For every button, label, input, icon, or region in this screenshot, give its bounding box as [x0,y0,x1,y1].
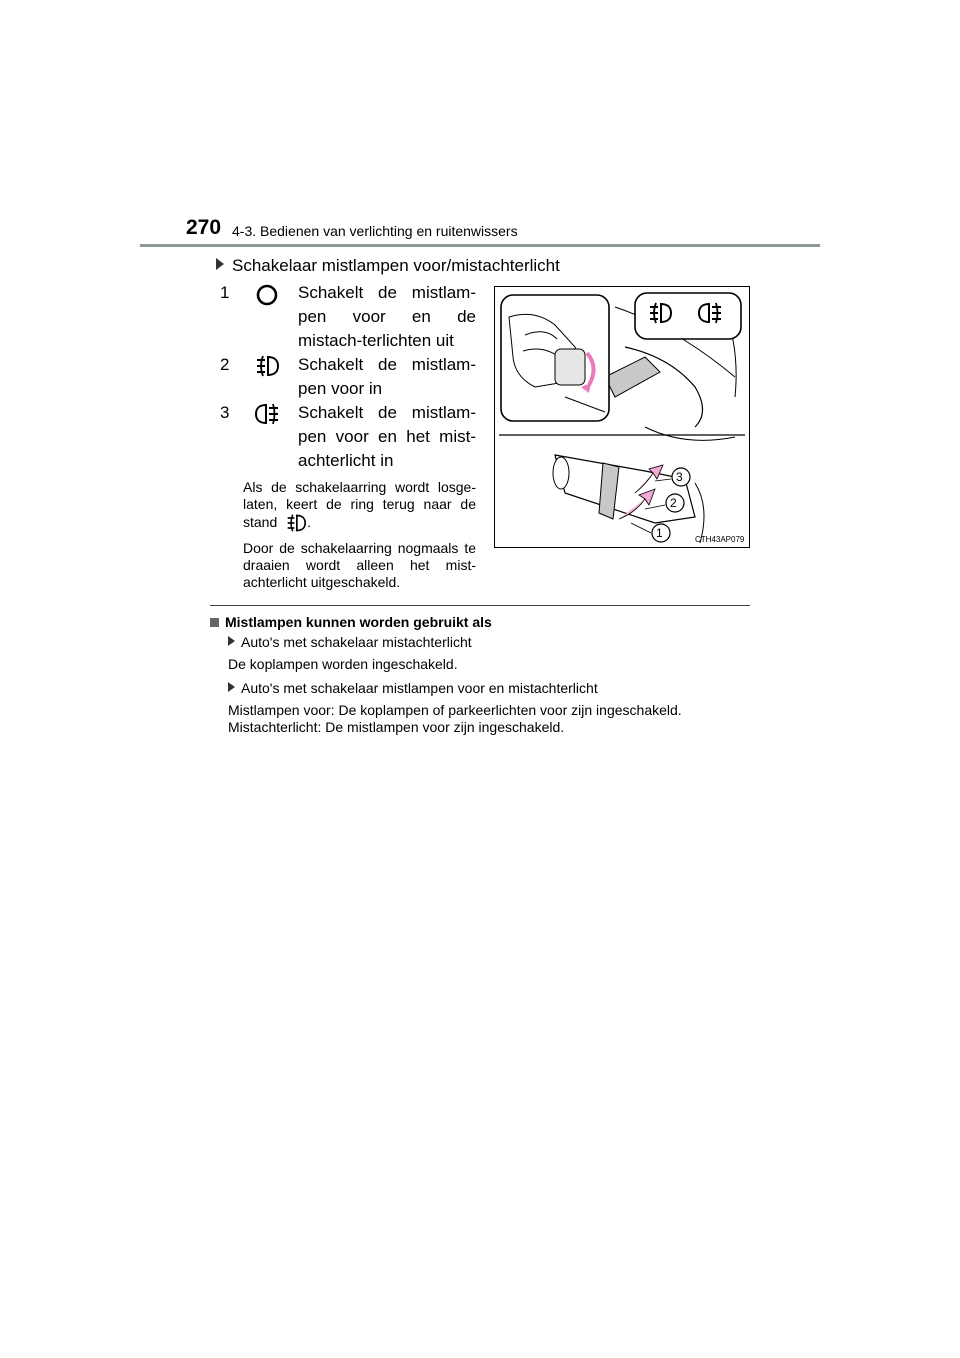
callout-2: 2 [670,496,677,510]
note-return-position [243,479,476,537]
triangle-bullet-icon [228,682,235,692]
info-heading-text: Mistlampen kunnen worden gebruikt als [225,614,492,630]
info-text-1: De koplampen worden ingeschakeld. [228,656,458,672]
info-sub-1-text: Auto's met schakelaar mistachterlicht [241,634,472,650]
chapter-title: 4-3. Bedienen van verlichting en ruitenwissers [232,223,518,239]
note-period: . [307,514,312,530]
info-text-2b: Mistachterlicht: De mistlampen voor zijn ingeschakeld. [228,719,565,735]
header-rule [140,244,820,247]
note-return-text: Als de schakelaarring wordt losge-laten, keert de ring terug naar de stand [243,479,476,530]
section-heading-text: Schakelaar mistlampen voor/mistachterlicht [232,256,560,275]
info-text-2a: Mistlampen voor: De koplampen of parkeerlichten voor zijn ingeschakeld. [228,702,682,718]
callout-1: 1 [656,526,663,540]
item-text-1: Schakelt de mistlam-pen voor en de mistach-terlichten uit [298,283,476,350]
section-heading [216,256,560,276]
info-sub-2 [228,680,598,697]
item-number-2: 2 [220,355,230,374]
info-sub-1 [228,634,472,651]
front-fog-icon-inline [285,513,307,537]
rear-fog-icon [254,402,282,431]
callout-3: 3 [676,470,683,484]
item-text-3: Schakelt de mistlam-pen voor en het mist-achterlicht in [298,403,476,470]
item-text-2: Schakelt de mistlam-pen voor in [298,355,476,398]
info-sub-2-text: Auto's met schakelaar mistlampen voor en mistachterlicht [241,680,598,696]
note-turn-again: Door de schakelaarring nogmaals te draaien wordt alleen het mist-achterlicht uitgeschakeld. [243,540,476,590]
item-number-1: 1 [220,283,230,302]
item-number-3: 3 [220,403,230,422]
fog-off-icon [255,284,279,311]
front-fog-icon [254,354,280,383]
page-number: 270 [186,216,222,239]
triangle-bullet-icon [216,258,224,270]
triangle-bullet-icon [228,636,235,646]
figure-caption: CTH43AP079 [695,535,745,544]
info-heading [210,614,492,631]
switch-illustration [494,286,750,548]
section-rule [210,605,750,606]
square-bullet-icon [210,618,219,627]
